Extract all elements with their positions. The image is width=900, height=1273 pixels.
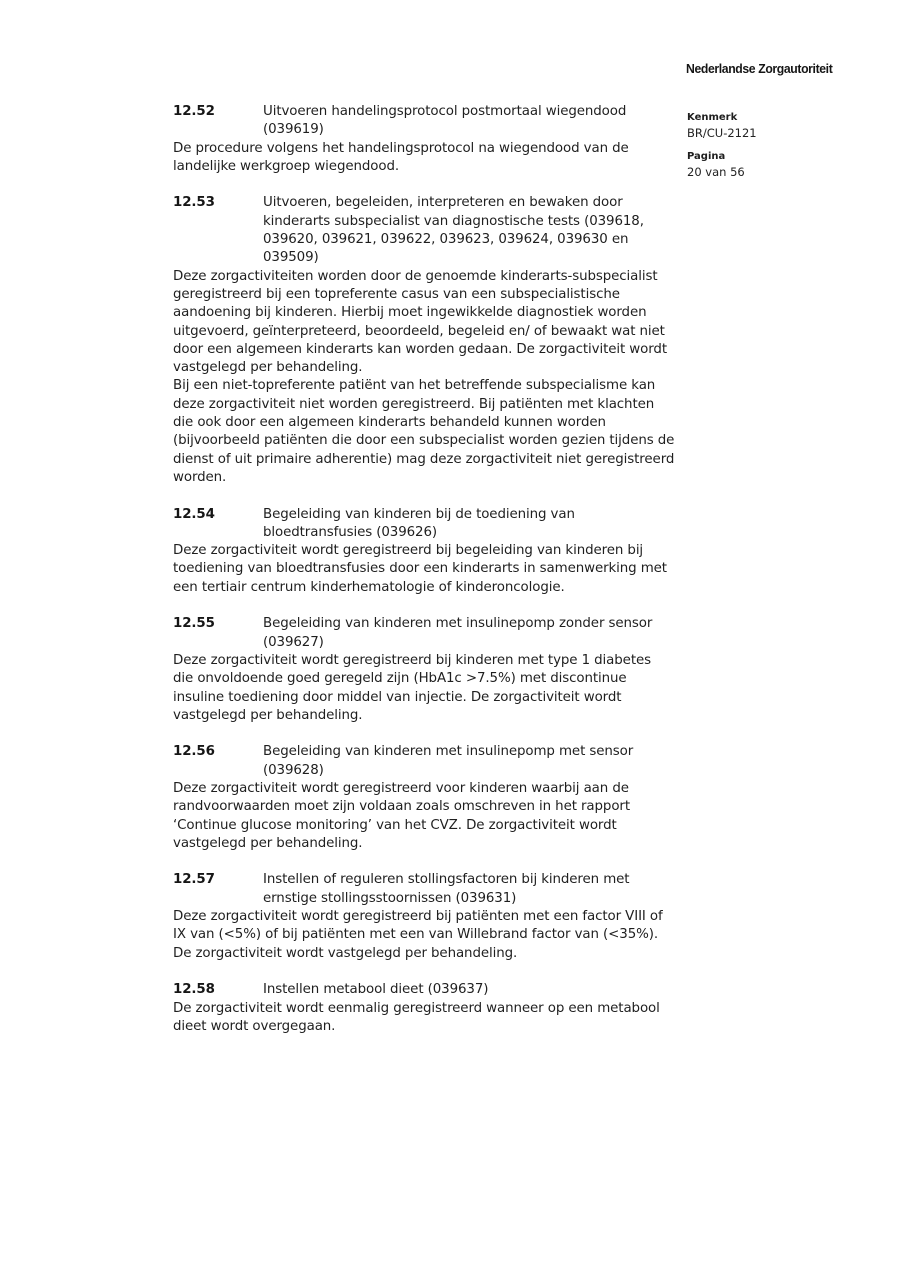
section-title: Instellen of reguleren stollingsfactoren bij kinderen met ernstige stollingsstoornissen (039631) <box>263 872 630 906</box>
pagina-label: Pagina <box>687 151 726 162</box>
section-paragraph: Deze zorgactiviteit wordt geregistreerd bij patiënten met een factor VIII of IX van (<5%) of bij patiënten met een van Willebrand factor van (<35%). De zorgactiviteit wordt vastgelegd per behandeling. <box>173 909 663 961</box>
section-number: 12.57 <box>173 872 215 888</box>
section-heading <box>173 194 675 267</box>
section-paragraph: Bij een niet-topreferente patiënt van het betreffende subspecialisme kan deze zorgactiviteit niet worden geregistreerd. Bij patiënten met klachten die ook door een algemeen kinderarts behandeld kunnen worden (bijvoorbeeld patiënten die door een subspecialist worden gezien tijdens de dienst of uit primaire adherentie) mag deze zorgactiviteit niet geregistreerd worden. <box>173 378 675 485</box>
section-number: 12.52 <box>173 104 215 119</box>
section-heading <box>173 506 675 543</box>
document-body <box>173 103 675 1036</box>
section-title: Begeleiding van kinderen met insulinepomp met sensor (039628) <box>263 744 634 778</box>
document-meta-sidebar <box>687 112 857 190</box>
kenmerk-label: Kenmerk <box>687 112 738 123</box>
section-number: 12.54 <box>173 506 215 522</box>
section-paragraph: De procedure volgens het handelingsprotocol na wiegendood van de landelijke werkgroep wiegendood. <box>173 140 629 174</box>
section-number: 12.53 <box>173 195 215 211</box>
section-paragraph: Deze zorgactiviteiten worden door de genoemde kinderarts-subspecialist geregistreerd bij een topreferente casus van een subspecialistische aandoening bij kinderen. Hierbij moet ingewikkelde diagnostiek worden uitgevoerd, geïnterpreteerd, beoordeeld, begeleid en/ of bewaakt wat niet door een algemeen kinderarts kan worden gedaan. De zorgactiviteit wordt vastgelegd per behandeling. <box>173 268 667 376</box>
section-paragraph: Deze zorgactiviteit wordt geregistreerd bij begeleiding van kinderen bij toediening van bloedtransfusies door een kinderarts in samenwerking met een tertiair centrum kinderhematologie of kinderoncologie. <box>173 543 667 595</box>
section-heading <box>173 103 675 140</box>
section-heading <box>173 981 675 999</box>
section-title: Begeleiding van kinderen met insulinepomp zonder sensor (039627) <box>263 616 653 650</box>
section-heading <box>173 615 675 652</box>
kenmerk-value: BR/CU-2121 <box>687 126 757 140</box>
section-paragraph: Deze zorgactiviteit wordt geregistreerd bij kinderen met type 1 diabetes die onvoldoende goed geregeld zijn (HbA1c >7.5%) met discontinue insuline toediening door middel van injectie. De zorgactiviteit wordt vastgelegd per behandeling. <box>173 652 651 723</box>
section-title: Uitvoeren handelingsprotocol postmortaal wiegendood (039619) <box>263 104 627 138</box>
section-title: Instellen metabool dieet (039637) <box>263 982 489 998</box>
section-title: Begeleiding van kinderen bij de toediening van bloedtransfusies (039626) <box>263 506 575 540</box>
section-number: 12.55 <box>173 616 215 632</box>
section-number: 12.56 <box>173 744 215 760</box>
section-heading <box>173 871 675 908</box>
section-heading <box>173 743 675 780</box>
section-title: Uitvoeren, begeleiden, interpreteren en bewaken door kinderarts subspecialist van diagnostische tests (039618, 039620, 039621, 039622, 039623, 039624, 039630 en 039509) <box>263 195 644 266</box>
section-number: 12.58 <box>173 982 215 998</box>
organization-wordmark: Nederlandse Zorgautoriteit <box>686 61 833 76</box>
section-paragraph: Deze zorgactiviteit wordt geregistreerd voor kinderen waarbij aan de randvoorwaarden moet zijn voldaan zoals omschreven in het rapport ‘Continue glucose monitoring’ van het CVZ. De zorgactiviteit wordt vastgelegd per behandeling. <box>173 780 630 851</box>
section-paragraph: De zorgactiviteit wordt eenmalig geregistreerd wanneer op een metabool dieet wordt overgegaan. <box>173 1000 660 1034</box>
pagina-value: 20 van 56 <box>687 165 745 179</box>
